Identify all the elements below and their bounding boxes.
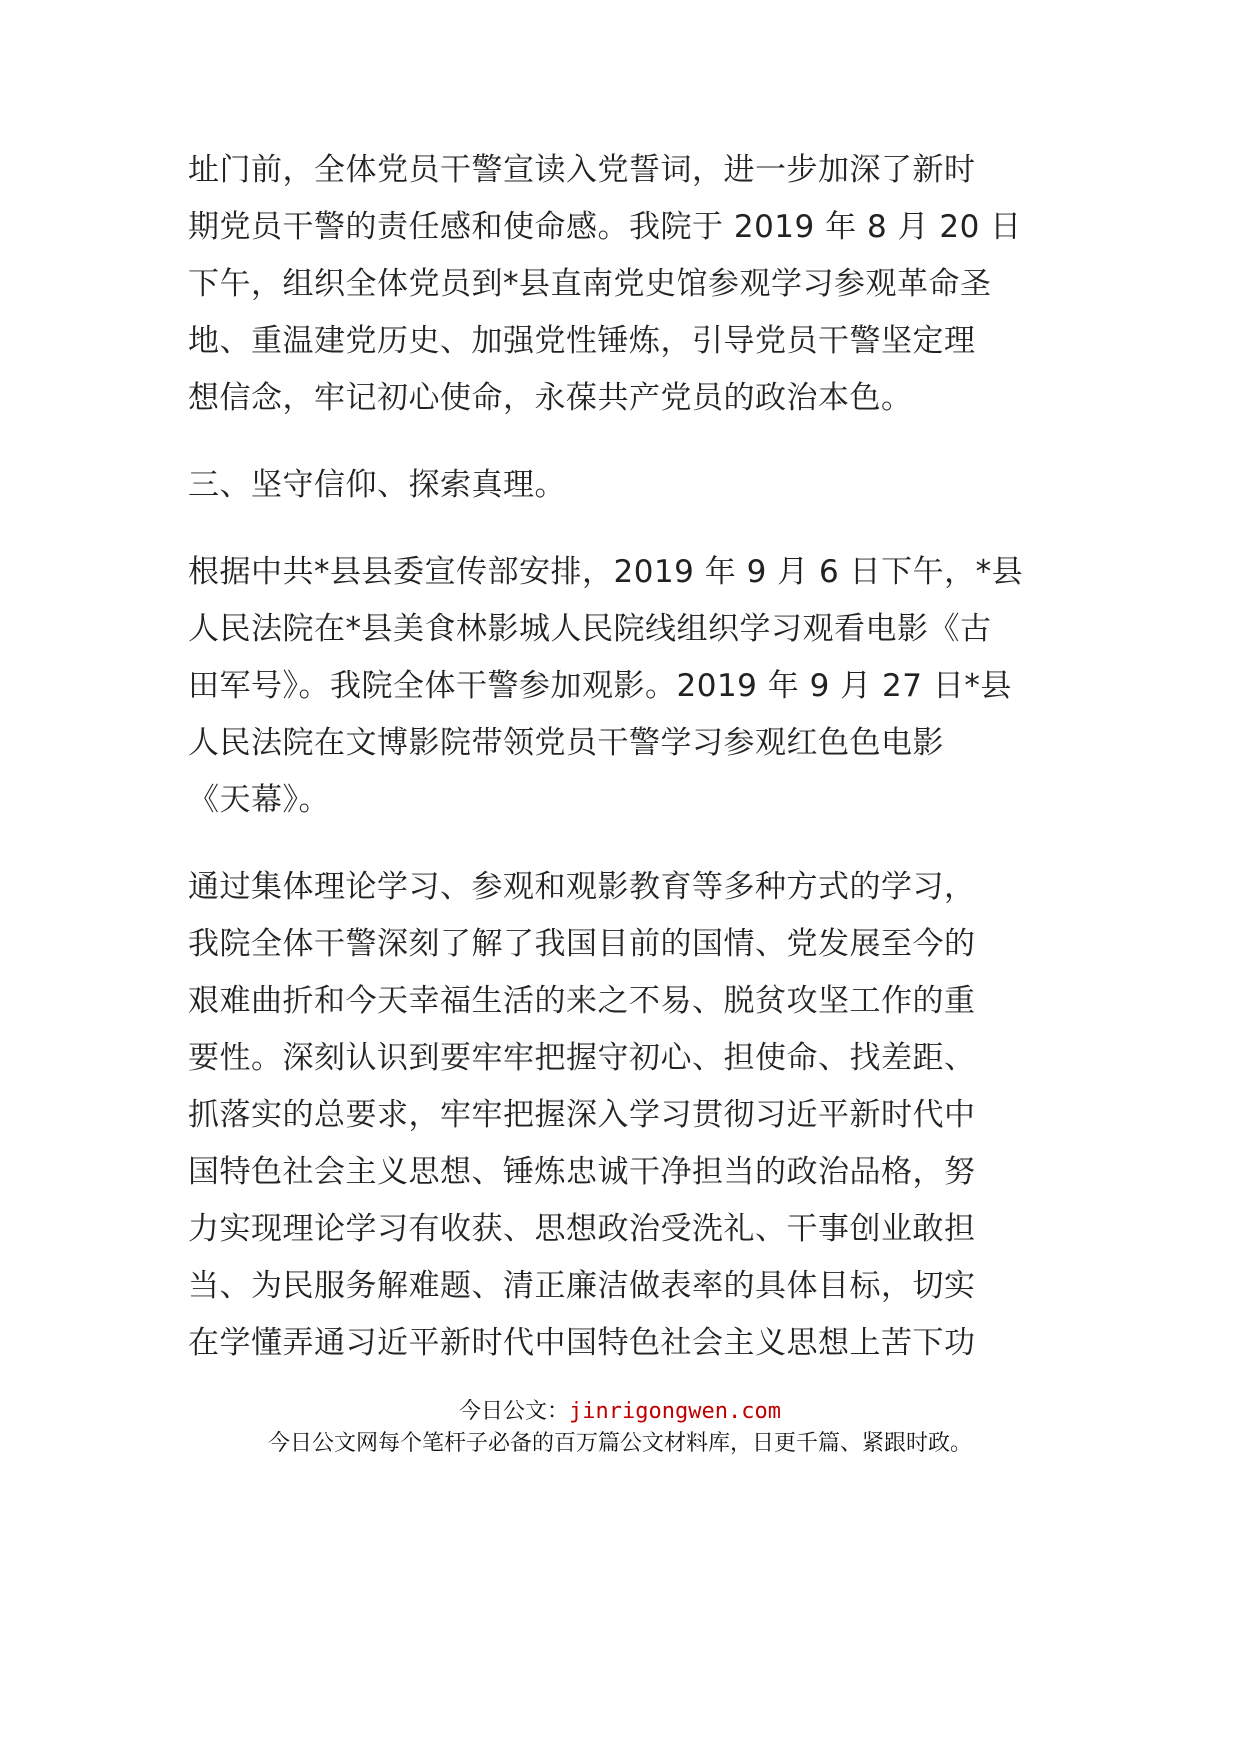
paragraph-4-line-7: 力实现理论学习有收获、思想政治受洗礼、干事创业敢担 <box>188 1211 976 1247</box>
paragraph-1-line-4: 地、重温建党历史、加强党性锤炼，引导党员干警坚定理 <box>188 323 976 359</box>
paragraph-4-line-8: 当、为民服务解难题、清正廉洁做表率的具体目标，切实 <box>188 1268 976 1304</box>
paragraph-3-line-1: 根据中共*县县委宣传部安排，2019 年 9 月 6 日下午，*县 <box>188 554 1024 590</box>
paragraph-3-line-5: 《天幕》。 <box>188 782 330 818</box>
footer-site-link[interactable]: jinrigongwen.com <box>569 1399 781 1424</box>
paragraph-4-line-4: 要性。深刻认识到要牢牢把握守初心、担使命、找差距、 <box>188 1040 976 1076</box>
paragraph-4-line-3: 艰难曲折和今天幸福生活的来之不易、脱贫攻坚工作的重 <box>188 983 976 1019</box>
paragraph-4-line-9: 在学懂弄通习近平新时代中国特色社会主义思想上苦下功 <box>188 1325 976 1361</box>
paragraph-4-line-6: 国特色社会主义思想、锤炼忠诚干净担当的政治品格，努 <box>188 1154 976 1190</box>
paragraph-1-line-2: 期党员干警的责任感和使命感。我院于 2019 年 8 月 20 日 <box>188 209 1022 245</box>
paragraph-4-line-2: 我院全体干警深刻了解了我国目前的国情、党发展至今的 <box>188 926 976 962</box>
paragraph-3-line-3: 田军号》。我院全体干警参加观影。2019 年 9 月 27 日*县 <box>188 668 1012 704</box>
paragraph-4-line-1: 通过集体理论学习、参观和观影教育等多种方式的学习， <box>188 869 976 905</box>
section-heading: 三、坚守信仰、探索真理。 <box>188 467 566 503</box>
footer-tagline: 今日公文网每个笔杆子必备的百万篇公文材料库，日更千篇、紧跟时政。 <box>267 1431 972 1456</box>
paragraph-1-line-5: 想信念，牢记初心使命，永葆共产党员的政治本色。 <box>188 380 913 416</box>
footer-label: 今日公文： <box>459 1399 570 1424</box>
footer-source <box>0 1398 1240 1426</box>
paragraph-1-line-3: 下午，组织全体党员到*县直南党史馆参观学习参观革命圣 <box>188 266 992 302</box>
paragraph-1-line-1: 址门前，全体党员干警宣读入党誓词，进一步加深了新时 <box>188 152 976 188</box>
paragraph-3-line-2: 人民法院在*县美食林影城人民院线组织学习观看电影《古 <box>188 611 992 647</box>
paragraph-4-line-5: 抓落实的总要求，牢牢把握深入学习贯彻习近平新时代中 <box>188 1097 976 1133</box>
paragraph-3-line-4: 人民法院在文博影院带领党员干警学习参观红色色电影 <box>188 725 944 761</box>
